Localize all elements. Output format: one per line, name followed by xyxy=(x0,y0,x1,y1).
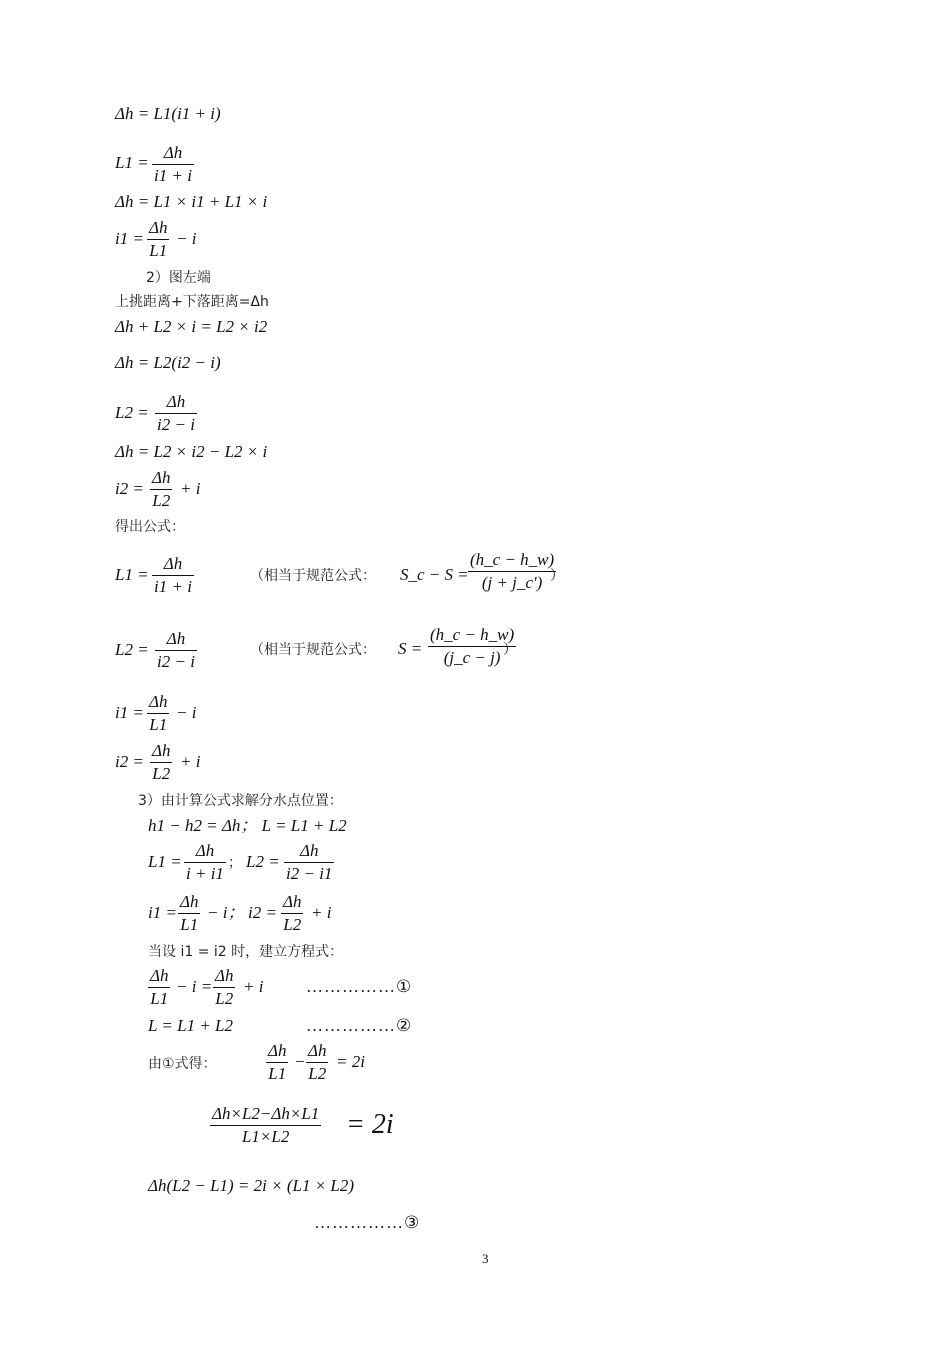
fraction-denominator: L2 xyxy=(152,491,171,510)
step-2a-fraction xyxy=(184,840,226,885)
equation-4-lhs: i1 = xyxy=(115,229,144,248)
step-2b-lhs: L2 = xyxy=(246,852,280,871)
formula-1-close: ） xyxy=(550,568,564,584)
fraction-numerator: Δh xyxy=(213,965,235,988)
equation-4-rhs: − i xyxy=(176,229,197,248)
formula-4-lhs: i2 = xyxy=(115,752,144,771)
fraction-denominator: i2 − i1 xyxy=(286,864,333,883)
fraction-numerator: Δh xyxy=(284,840,334,863)
fraction-denominator: i1 + i xyxy=(154,577,192,596)
fraction-numerator: Δh xyxy=(152,142,194,165)
fraction-denominator: L2 xyxy=(308,1064,327,1083)
formula-3-lhs: i1 = xyxy=(115,703,144,722)
fraction-numerator: (h_c − h_w) xyxy=(428,624,516,647)
step-2a-lhs: L1 = xyxy=(148,852,182,871)
formula-2-close: ） xyxy=(503,642,517,658)
fraction-denominator: L1 xyxy=(149,715,168,734)
final-equation: Δh(L2 − L1) = 2i × (L1 × L2) xyxy=(148,1176,355,1195)
formula-1-lhs: L1 = xyxy=(115,565,149,584)
fraction-numerator: Δh xyxy=(184,840,226,863)
equation-9-fraction xyxy=(150,467,172,512)
formula-4-fraction xyxy=(150,740,172,785)
formula-1-fraction xyxy=(152,553,194,598)
formula-3-rhs: − i xyxy=(176,703,197,722)
equation-5: Δh + L2 × i = L2 × i2 xyxy=(115,317,268,336)
fraction-numerator: Δh xyxy=(306,1040,328,1063)
fraction-denominator: L1 xyxy=(150,989,169,1008)
eq1-fraction-b xyxy=(213,965,235,1010)
equation-7-fraction xyxy=(155,391,197,436)
eq1-mid: − i = xyxy=(176,977,213,996)
fraction-denominator: L1 xyxy=(268,1064,287,1083)
fraction-numerator: Δh xyxy=(155,391,197,414)
fraction-denominator: i2 − i xyxy=(157,652,195,671)
fraction-numerator: Δh xyxy=(266,1040,288,1063)
equation-7-lhs: L2 = xyxy=(115,403,149,422)
fraction-denominator: L2 xyxy=(283,915,302,934)
combined-fraction xyxy=(210,1103,321,1148)
formula-3-fraction xyxy=(147,691,169,736)
formula-2-note-lhs: S = xyxy=(398,639,423,658)
eq1-rhs: + i xyxy=(243,977,264,996)
fraction-numerator: Δh xyxy=(147,217,169,240)
step-3a-lhs: i1 = xyxy=(148,903,177,922)
derivation-fraction-b xyxy=(306,1040,328,1085)
formula-1-note-fraction xyxy=(468,549,556,594)
equation-9-lhs: i2 = xyxy=(115,479,144,498)
fraction-numerator: Δh×L2−Δh×L1 xyxy=(210,1103,321,1126)
equation-6: Δh = L2(i2 − i) xyxy=(115,353,221,372)
equation-marker-3: ……………③ xyxy=(314,1213,421,1232)
equation-1: Δh = L1(i1 + i) xyxy=(115,104,221,123)
step-3a-fraction xyxy=(178,891,200,936)
text-line: 上挑距离+下落距离=Δh xyxy=(115,294,269,310)
fraction-denominator: i2 − i xyxy=(157,415,195,434)
formula-1-note: （相当于规范公式： xyxy=(250,568,376,584)
fraction-numerator: Δh xyxy=(147,691,169,714)
text-line: 当设 i1 = i2 时，建立方程式： xyxy=(148,944,344,960)
eq2-text: L = L1 + L2 xyxy=(148,1016,233,1035)
formula-2-fraction xyxy=(155,628,197,673)
equation-4-fraction xyxy=(147,217,169,262)
fraction-denominator: L1×L2 xyxy=(241,1127,290,1146)
derivation-mid: − xyxy=(294,1052,306,1071)
formula-2-note: （相当于规范公式： xyxy=(250,642,376,658)
step-2a-sep: ； xyxy=(228,855,242,871)
step-3a-rhs: − i； xyxy=(207,903,245,922)
fraction-numerator: Δh xyxy=(152,553,194,576)
combined-rhs: = 2i xyxy=(346,1109,394,1140)
fraction-denominator: i + i1 xyxy=(186,864,224,883)
fraction-denominator: (j_c − j) xyxy=(443,648,501,667)
fraction-numerator: (h_c − h_w) xyxy=(468,549,556,572)
text-line: 得出公式： xyxy=(115,519,185,535)
equation-2-fraction xyxy=(152,142,194,187)
fraction-denominator: L1 xyxy=(149,241,168,260)
formula-2-lhs: L2 = xyxy=(115,640,149,659)
derivation-rhs: = 2i xyxy=(336,1052,365,1071)
step-3b-rhs: + i xyxy=(311,903,332,922)
eq1-fraction-a xyxy=(148,965,170,1010)
fraction-numerator: Δh xyxy=(150,740,172,763)
fraction-numerator: Δh xyxy=(150,467,172,490)
fraction-denominator: L2 xyxy=(215,989,234,1008)
equation-marker-2: ……………② xyxy=(306,1016,413,1035)
equation-9-rhs: + i xyxy=(180,479,201,498)
fraction-numerator: Δh xyxy=(148,965,170,988)
fraction-denominator: L2 xyxy=(152,764,171,783)
fraction-numerator: Δh xyxy=(155,628,197,651)
fraction-numerator: Δh xyxy=(178,891,200,914)
fraction-denominator: i1 + i xyxy=(154,166,192,185)
equation-marker-1: ……………① xyxy=(306,977,413,996)
equation-3: Δh = L1 × i1 + L1 × i xyxy=(115,192,268,211)
fraction-denominator: L1 xyxy=(180,915,199,934)
step-3b-fraction xyxy=(281,891,303,936)
derivation-label: 由①式得： xyxy=(148,1056,217,1072)
formula-4-rhs: + i xyxy=(180,752,201,771)
section-heading-3: 3）由计算公式求解分水点位置： xyxy=(138,793,343,809)
step-2b-fraction xyxy=(284,840,334,885)
fraction-numerator: Δh xyxy=(281,891,303,914)
step-1: h1 − h2 = Δh； L = L1 + L2 xyxy=(148,816,347,835)
formula-1-note-lhs: S_c − S = xyxy=(400,565,469,584)
derivation-fraction-a xyxy=(266,1040,288,1085)
equation-2-lhs: L1 = xyxy=(115,153,149,172)
fraction-denominator: (j + j_c′) xyxy=(481,573,543,592)
page-number: 3 xyxy=(482,1251,489,1266)
step-3b-lhs: i2 = xyxy=(248,903,277,922)
equation-8: Δh = L2 × i2 − L2 × i xyxy=(115,442,268,461)
section-heading-2: 2）图左端 xyxy=(146,270,211,286)
